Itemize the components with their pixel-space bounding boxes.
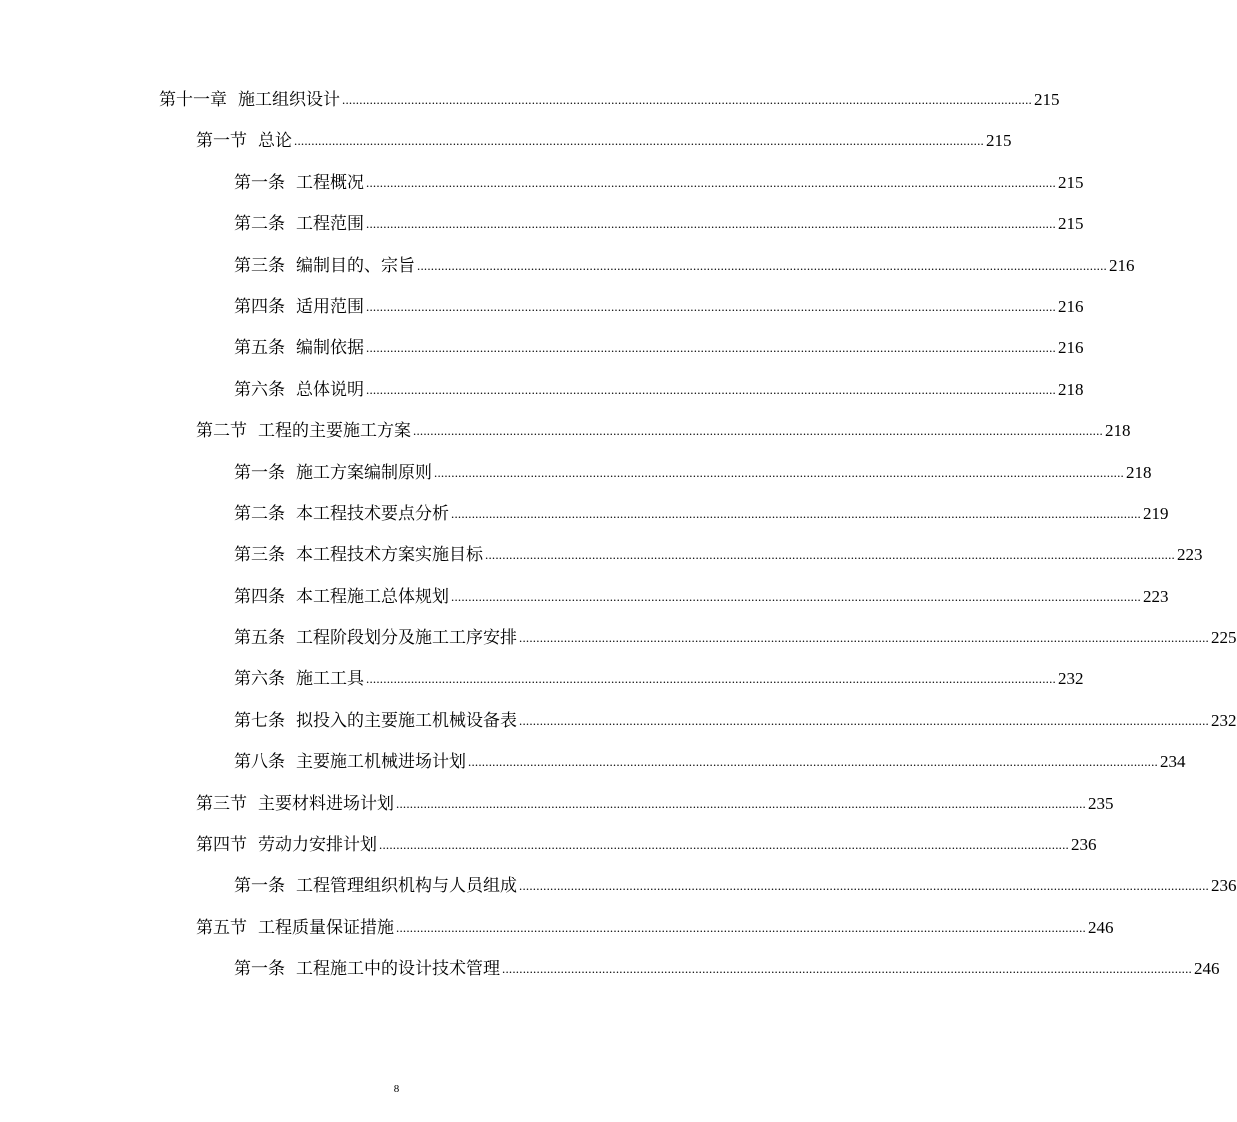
toc-entry-number: 第四条 bbox=[234, 296, 285, 317]
toc-entry-page: 216 bbox=[1058, 296, 1084, 316]
toc-entry-title: 本工程技术要点分析 bbox=[296, 503, 449, 524]
toc-entry-page: 223 bbox=[1143, 586, 1169, 606]
toc-entry-page: 223 bbox=[1177, 545, 1203, 565]
toc-entry[interactable] bbox=[0, 379, 1084, 420]
toc-entry[interactable] bbox=[0, 627, 1237, 668]
toc-entry-number: 第三条 bbox=[234, 545, 285, 566]
toc-entry-page: 235 bbox=[1088, 793, 1114, 813]
table-of-contents bbox=[0, 89, 1237, 1000]
toc-entry-number: 第一条 bbox=[234, 959, 285, 980]
toc-entry-number: 第五条 bbox=[234, 628, 285, 649]
toc-entry[interactable] bbox=[0, 710, 1237, 751]
toc-entry-number: 第一条 bbox=[234, 462, 285, 483]
toc-entry-title: 主要材料进场计划 bbox=[258, 793, 394, 814]
toc-entry-title: 总体说明 bbox=[296, 379, 364, 400]
toc-entry-page: 225 bbox=[1211, 628, 1237, 648]
toc-entry-title: 工程施工中的设计技术管理 bbox=[296, 959, 500, 980]
toc-entry-number: 第二节 bbox=[196, 421, 247, 442]
toc-entry[interactable] bbox=[0, 255, 1135, 296]
toc-entry-number: 第八条 bbox=[234, 752, 285, 773]
toc-entry-number: 第四节 bbox=[196, 835, 247, 856]
toc-dot-leader: ........................................................................................................................................................................................................ bbox=[519, 630, 1209, 646]
toc-dot-leader: ........................................................................................................................................................................................................ bbox=[366, 381, 1056, 397]
toc-entry-page: 232 bbox=[1058, 669, 1084, 689]
toc-entry[interactable] bbox=[0, 89, 1060, 130]
toc-entry-page: 234 bbox=[1160, 752, 1186, 772]
toc-entry-title: 劳动力安排计划 bbox=[258, 835, 377, 856]
toc-entry-page: 215 bbox=[986, 131, 1012, 151]
toc-entry[interactable] bbox=[0, 337, 1084, 378]
toc-entry-title: 工程的主要施工方案 bbox=[258, 421, 411, 442]
toc-entry[interactable] bbox=[0, 668, 1084, 709]
toc-entry[interactable] bbox=[0, 462, 1152, 503]
toc-entry[interactable] bbox=[0, 544, 1203, 585]
toc-dot-leader: ........................................................................................................................................................................................................ bbox=[417, 257, 1107, 273]
toc-entry-page: 236 bbox=[1211, 876, 1237, 896]
toc-entry-title: 本工程施工总体规划 bbox=[296, 586, 449, 607]
toc-dot-leader: ........................................................................................................................................................................................................ bbox=[366, 216, 1056, 232]
toc-entry-number: 第三节 bbox=[196, 793, 247, 814]
toc-dot-leader: ........................................................................................................................................................................................................ bbox=[366, 174, 1056, 190]
toc-entry-title: 工程概况 bbox=[296, 172, 364, 193]
toc-entry-page: 216 bbox=[1058, 338, 1084, 358]
toc-entry-title: 施工方案编制原则 bbox=[296, 462, 432, 483]
toc-entry-number: 第三条 bbox=[234, 255, 285, 276]
toc-entry-title: 施工组织设计 bbox=[238, 90, 340, 110]
toc-entry-number: 第二条 bbox=[234, 214, 285, 235]
toc-entry-page: 218 bbox=[1058, 379, 1084, 399]
toc-entry[interactable] bbox=[0, 503, 1169, 544]
toc-entry-number: 第一条 bbox=[234, 172, 285, 193]
toc-entry-number: 第四条 bbox=[234, 586, 285, 607]
toc-entry[interactable] bbox=[0, 958, 1220, 999]
toc-entry-title: 主要施工机械进场计划 bbox=[296, 752, 466, 773]
toc-dot-leader: ........................................................................................................................................................................................................ bbox=[519, 712, 1209, 728]
toc-entry-title: 工程阶段划分及施工工序安排 bbox=[296, 628, 517, 649]
toc-entry-title: 工程范围 bbox=[296, 214, 364, 235]
toc-entry-title: 总论 bbox=[258, 131, 292, 152]
toc-dot-leader: ........................................................................................................................................................................................................ bbox=[413, 423, 1103, 439]
toc-dot-leader: ........................................................................................................................................................................................................ bbox=[451, 588, 1141, 604]
toc-entry-number: 第十一章 bbox=[159, 90, 227, 110]
toc-entry-title: 编制目的、宗旨 bbox=[296, 255, 415, 276]
toc-entry-title: 本工程技术方案实施目标 bbox=[296, 545, 483, 566]
toc-entry[interactable] bbox=[0, 875, 1237, 916]
toc-entry-title: 拟投入的主要施工机械设备表 bbox=[296, 710, 517, 731]
toc-entry-number: 第六条 bbox=[234, 669, 285, 690]
toc-entry-page: 215 bbox=[1034, 90, 1060, 109]
toc-entry[interactable] bbox=[0, 296, 1084, 337]
toc-dot-leader: ........................................................................................................................................................................................................ bbox=[396, 795, 1086, 811]
toc-entry-page: 215 bbox=[1058, 172, 1084, 192]
toc-entry-page: 218 bbox=[1126, 462, 1152, 482]
toc-entry[interactable] bbox=[0, 751, 1186, 792]
toc-entry-page: 232 bbox=[1211, 710, 1237, 730]
toc-entry-number: 第一条 bbox=[234, 876, 285, 897]
toc-entry[interactable] bbox=[0, 834, 1097, 875]
toc-dot-leader: ........................................................................................................................................................................................................ bbox=[434, 464, 1124, 480]
toc-entry-number: 第五条 bbox=[234, 338, 285, 359]
toc-dot-leader: ........................................................................................................................................................................................................ bbox=[502, 961, 1192, 977]
toc-dot-leader: ........................................................................................................................................................................................................ bbox=[366, 671, 1056, 687]
toc-dot-leader: ........................................................................................................................................................................................................ bbox=[485, 547, 1175, 563]
toc-entry-page: 246 bbox=[1194, 959, 1220, 979]
toc-entry-number: 第二条 bbox=[234, 503, 285, 524]
toc-entry[interactable] bbox=[0, 917, 1114, 958]
toc-entry-number: 第六条 bbox=[234, 379, 285, 400]
toc-entry-page: 216 bbox=[1109, 255, 1135, 275]
toc-dot-leader: ........................................................................................................................................................................................................ bbox=[366, 298, 1056, 314]
toc-dot-leader: ........................................................................................................................................................................................................ bbox=[468, 754, 1158, 770]
toc-entry-title: 适用范围 bbox=[296, 296, 364, 317]
toc-entry-title: 工程管理组织机构与人员组成 bbox=[296, 876, 517, 897]
toc-entry-title: 工程质量保证措施 bbox=[258, 917, 394, 938]
toc-entry-number: 第五节 bbox=[196, 917, 247, 938]
toc-entry-number: 第一节 bbox=[196, 131, 247, 152]
toc-entry[interactable] bbox=[0, 586, 1169, 627]
toc-entry-page: 215 bbox=[1058, 214, 1084, 234]
toc-entry[interactable] bbox=[0, 213, 1084, 254]
toc-dot-leader: ........................................................................................................................................................................................................ bbox=[519, 878, 1209, 894]
toc-dot-leader: ........................................................................................................................................................................................................ bbox=[342, 92, 1032, 107]
toc-dot-leader: ........................................................................................................................................................................................................ bbox=[451, 505, 1141, 521]
toc-entry[interactable] bbox=[0, 420, 1131, 461]
toc-dot-leader: ........................................................................................................................................................................................................ bbox=[366, 340, 1056, 356]
toc-entry-title: 编制依据 bbox=[296, 338, 364, 359]
toc-entry[interactable] bbox=[0, 172, 1084, 213]
toc-dot-leader: ........................................................................................................................................................................................................ bbox=[396, 919, 1086, 935]
toc-entry-page: 218 bbox=[1105, 421, 1131, 441]
toc-entry-title: 施工工具 bbox=[296, 669, 364, 690]
toc-entry-page: 246 bbox=[1088, 917, 1114, 937]
toc-entry-page: 219 bbox=[1143, 503, 1169, 523]
toc-entry[interactable] bbox=[0, 130, 1012, 171]
toc-entry-number: 第七条 bbox=[234, 710, 285, 731]
toc-dot-leader: ........................................................................................................................................................................................................ bbox=[379, 837, 1069, 853]
toc-dot-leader: ........................................................................................................................................................................................................ bbox=[294, 133, 984, 149]
toc-entry-page: 236 bbox=[1071, 835, 1097, 855]
toc-entry[interactable] bbox=[0, 793, 1114, 834]
page-number: 8 bbox=[393, 1083, 400, 1095]
